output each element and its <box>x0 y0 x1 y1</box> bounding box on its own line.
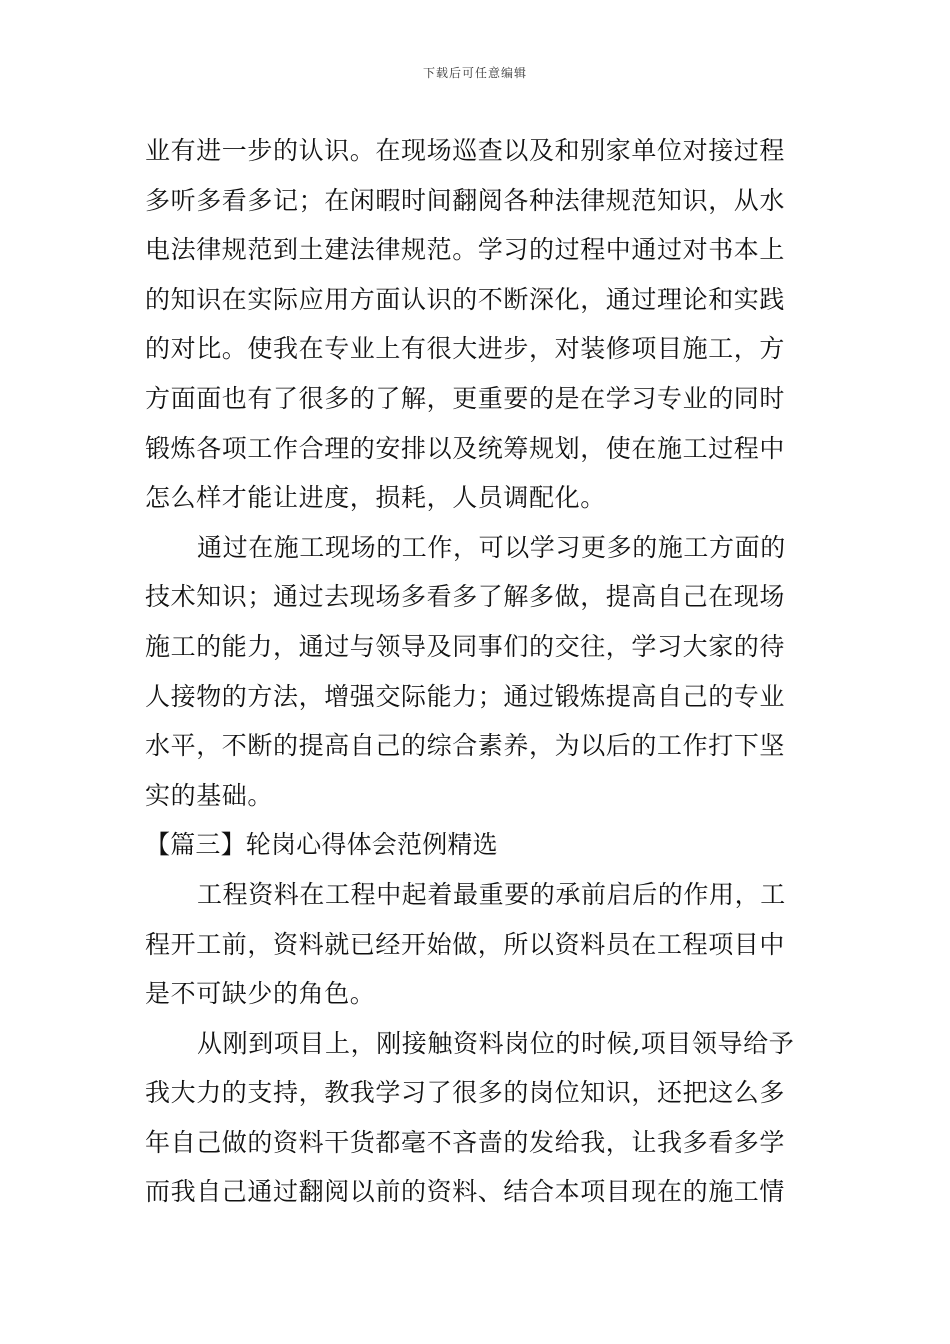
paragraph-engineering-documents <box>145 870 809 1019</box>
paragraph-continued <box>145 126 809 523</box>
text-line: 工程资料在工程中起着最重要的承前启后的作用，工 <box>197 879 786 909</box>
text-line: 怎么样才能让进度，损耗，人员调配化。 <box>145 483 606 513</box>
text-line: 是不可缺少的角色。 <box>145 979 376 1009</box>
text-line: 锻炼各项工作合理的安排以及统筹规划，使在施工过程中 <box>145 433 786 463</box>
text-line: 方面面也有了很多的了解，更重要的是在学习专业的同时 <box>145 383 786 413</box>
text-line: 业有进一步的认识。在现场巡查以及和别家单位对接过程 <box>145 136 786 165</box>
text-line: 电法律规范到土建法律规范。学习的过程中通过对书本上 <box>145 235 786 265</box>
text-line: 水平，不断的提高自己的综合素养，为以后的工作打下坚 <box>145 731 786 761</box>
text-line: 人接物的方法，增强交际能力；通过锻炼提高自己的专业 <box>145 681 786 711</box>
text-line: 而我自己通过翻阅以前的资料、结合本项目现在的施工情 <box>145 1177 786 1207</box>
text-line: 实的基础。 <box>145 780 274 810</box>
paragraph-project-support <box>145 1019 809 1217</box>
document-body <box>145 126 809 1217</box>
section-heading: 【篇三】轮岗心得体会范例精选 <box>145 830 498 860</box>
text-line: 多听多看多记；在闲暇时间翻阅各种法律规范知识，从水 <box>145 185 786 215</box>
text-line: 通过在施工现场的工作，可以学习更多的施工方面的 <box>197 532 786 562</box>
text-line: 施工的能力，通过与领导及同事们的交往，学习大家的待 <box>145 631 786 661</box>
text-line: 的知识在实际应用方面认识的不断深化，通过理论和实践 <box>145 284 786 314</box>
text-line: 程开工前，资料就已经开始做，所以资料员在工程项目中 <box>145 929 786 959</box>
text-line: 年自己做的资料干货都毫不吝啬的发给我，让我多看多学 <box>145 1127 786 1157</box>
text-line: 我大力的支持，教我学习了很多的岗位知识，还把这么多 <box>145 1078 786 1108</box>
text-line: 从刚到项目上，刚接触资料岗位的时候,项目领导给予 <box>197 1028 795 1058</box>
page-header: 下载后可任意编辑 <box>422 66 527 80</box>
text-line: 的对比。使我在专业上有很大进步，对装修项目施工，方 <box>145 334 786 364</box>
text-line: 技术知识；通过去现场多看多了解多做，提高自己在现场 <box>145 582 786 612</box>
paragraph-construction-site <box>145 523 809 821</box>
